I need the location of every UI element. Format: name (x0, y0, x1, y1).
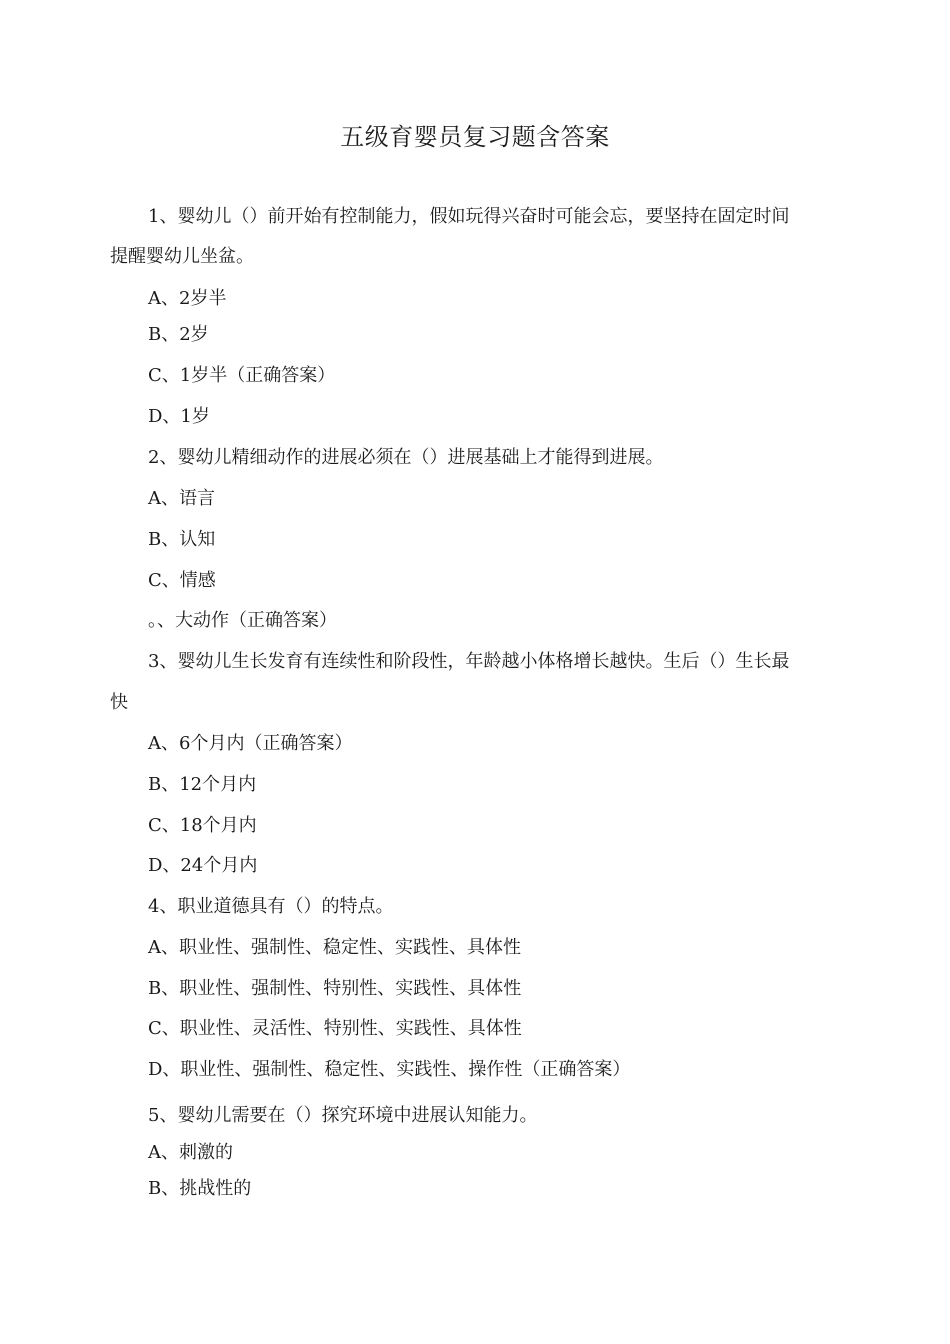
question-3-option-a: A、6个月内（正确答案） (148, 733, 353, 754)
question-3-option-b: B、12个月内 (148, 774, 257, 795)
question-3-option-c: C、18个月内 (148, 815, 257, 836)
question-4-option-a: A、职业性、强制性、稳定性、实践性、具体性 (148, 937, 521, 958)
question-1-option-b: B、2岁 (148, 324, 209, 345)
document-title: 五级育婴员复习题含答案 (340, 123, 610, 151)
question-5-option-b: B、挑战性的 (148, 1178, 252, 1199)
question-1-text-continued: 提醒婴幼儿坐盆。 (110, 246, 254, 267)
question-3-text: 3、婴幼儿生长发育有连续性和阶段性，年龄越小体格增长越快。生后（）生长最 (148, 651, 790, 672)
question-2-option-c: C、情感 (148, 570, 216, 591)
question-3-text-continued: 快 (110, 692, 128, 713)
question-4-option-d: D、职业性、强制性、稳定性、实践性、操作性（正确答案） (148, 1059, 631, 1080)
question-2-option-a: A、语言 (148, 488, 215, 509)
question-4-option-c: C、职业性、灵活性、特别性、实践性、具体性 (148, 1018, 522, 1039)
question-5-option-a: A、刺激的 (148, 1142, 233, 1163)
question-3-option-d: D、24个月内 (148, 855, 258, 876)
question-1-option-c: C、1岁半（正确答案） (148, 365, 336, 386)
question-2-option-d: 。、大动作（正确答案） (148, 610, 337, 631)
question-1-option-d: D、1岁 (148, 406, 210, 427)
question-4-text: 4、职业道德具有（）的特点。 (148, 896, 394, 917)
question-5-text: 5、婴幼儿需要在（）探究环境中进展认知能力。 (148, 1105, 538, 1126)
question-1-option-a: A、2岁半 (148, 288, 227, 309)
question-4-option-b: B、职业性、强制性、特别性、实践性、具体性 (148, 978, 522, 999)
question-2-option-b: B、认知 (148, 529, 216, 550)
question-1-text: 1、婴幼儿（）前开始有控制能力，假如玩得兴奋时可能会忘，要坚持在固定时间 (148, 206, 790, 227)
question-2-text: 2、婴幼儿精细动作的进展必须在（）进展基础上才能得到进展。 (148, 447, 664, 468)
